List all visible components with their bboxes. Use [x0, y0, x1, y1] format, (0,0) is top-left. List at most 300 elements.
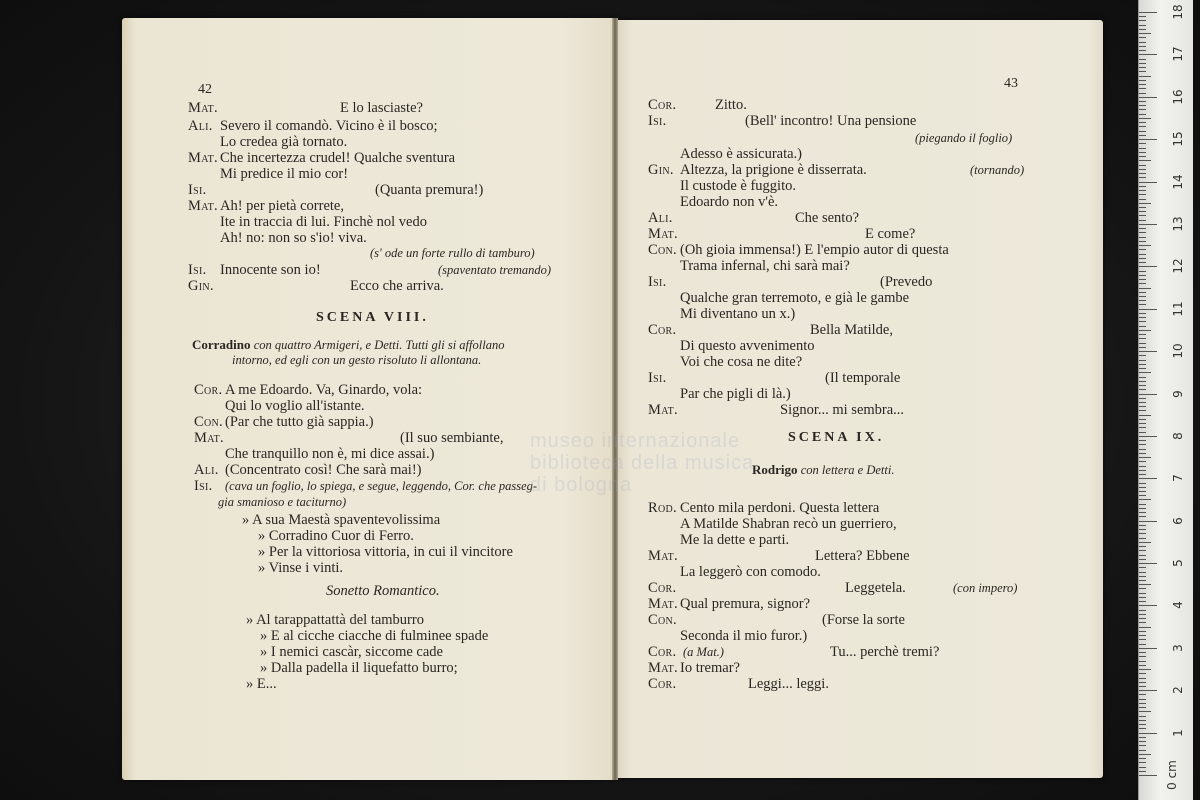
ruler-tick: [1139, 114, 1146, 115]
scene-title-ix: SCENA IX.: [788, 430, 885, 445]
speaker-label: Ali.: [648, 210, 673, 226]
ruler-tick: [1139, 228, 1146, 229]
ruler-tick: [1139, 84, 1146, 85]
ruler-number: 12: [1171, 258, 1185, 274]
ruler-tick: [1139, 546, 1146, 547]
ruler-tick: [1139, 483, 1146, 484]
ruler-number: 5: [1171, 559, 1185, 567]
speaker-label: Mat.: [188, 198, 218, 214]
ruler-tick: [1139, 42, 1146, 43]
ruler-tick: [1139, 296, 1146, 297]
ruler-tick: [1139, 415, 1151, 416]
ruler-tick: [1139, 745, 1146, 746]
dialogue-line: » Vinse i vinti.: [258, 560, 344, 576]
speaker-label: Mat.: [648, 402, 678, 418]
dialogue-line: E lo lasciaste?: [340, 100, 423, 116]
ruler-tick: [1139, 474, 1146, 475]
dialogue-line: Lo credea già tornato.: [220, 134, 348, 150]
scene-desc-line-2: intorno, ed egli con un gesto risoluto li allontana.: [232, 353, 482, 367]
ruler-tick: [1139, 521, 1157, 522]
watermark-line-3: di bologna: [530, 474, 633, 496]
ruler-tick: [1139, 186, 1146, 187]
ruler-tick: [1139, 635, 1146, 636]
speaker-label: Rod.: [648, 500, 677, 516]
ruler-tick: [1139, 360, 1146, 361]
ruler-tick: [1139, 572, 1146, 573]
dialogue-line: Severo il comandò. Vicino è il bosco;: [220, 118, 438, 134]
ruler-tick: [1139, 499, 1151, 500]
sonetto-title: Sonetto Romantico.: [326, 583, 440, 599]
ruler-tick: [1139, 97, 1157, 98]
ruler-tick: [1139, 661, 1146, 662]
ruler-tick: [1139, 711, 1151, 712]
ruler-tick: [1139, 601, 1146, 602]
ruler-tick: [1139, 254, 1146, 255]
ruler-tick: [1139, 220, 1146, 221]
ruler-tick: [1139, 678, 1146, 679]
ruler-tick: [1139, 495, 1146, 496]
stage-direction: (con impero): [953, 581, 1018, 595]
ruler-tick: [1139, 686, 1146, 687]
speaker-label: Isi.: [188, 182, 207, 198]
speaker-label: Mat.: [648, 548, 678, 564]
speaker-label: Mat.: [648, 226, 678, 242]
ruler-tick: [1139, 177, 1146, 178]
dialogue-line: » I nemici cascàr, siccome cade: [260, 644, 443, 660]
ruler-number: 16: [1171, 89, 1185, 105]
ruler-tick: [1139, 529, 1146, 530]
ruler-tick: [1139, 372, 1151, 373]
ruler-tick: [1139, 377, 1146, 378]
ruler-tick: [1139, 385, 1146, 386]
ruler-tick: [1139, 347, 1146, 348]
ruler-tick: [1139, 622, 1146, 623]
ruler-tick: [1139, 576, 1146, 577]
ruler-tick: [1139, 338, 1146, 339]
ruler-tick: [1139, 614, 1146, 615]
ruler-tick: [1139, 245, 1151, 246]
ruler-number: 10: [1171, 343, 1185, 359]
dialogue-line: (Il suo sembiante,: [400, 430, 504, 446]
ruler-tick: [1139, 101, 1146, 102]
ruler-tick: [1139, 588, 1146, 589]
speaker-label: Cor.: [648, 322, 677, 338]
scene-character: Rodrigo: [752, 462, 798, 477]
ruler-tick: [1139, 444, 1146, 445]
ruler-tick: [1139, 381, 1146, 382]
ruler-tick: [1139, 754, 1151, 755]
ruler-tick: [1139, 491, 1146, 492]
dialogue-line: Ecco che arriva.: [350, 278, 444, 294]
ruler-tick: [1139, 139, 1157, 140]
ruler-tick: [1139, 46, 1146, 47]
speaker-label: Isi.: [648, 274, 667, 290]
ruler-tick: [1139, 703, 1146, 704]
ruler-number: 15: [1171, 131, 1185, 147]
ruler-number: 4: [1171, 601, 1185, 610]
ruler-number: 13: [1171, 216, 1185, 232]
dialogue-line: Altezza, la prigione è disserrata.: [680, 162, 867, 178]
ruler-tick: [1139, 224, 1157, 225]
ruler-tick: [1139, 639, 1146, 640]
ruler-tick: [1139, 767, 1146, 768]
ruler-tick: [1139, 478, 1157, 479]
dialogue-line: Leggetela.: [845, 580, 906, 596]
ruler-tick: [1139, 720, 1146, 721]
ruler-number: 9: [1171, 389, 1185, 398]
ruler-tick: [1139, 605, 1157, 606]
speaker-label: Con.: [648, 242, 677, 258]
ruler-tick: [1139, 775, 1157, 776]
ruler-number: 7: [1171, 474, 1185, 483]
dialogue-line: Che sento?: [795, 210, 860, 226]
ruler-number: 8: [1171, 432, 1185, 440]
dialogue-line: Che tranquillo non è, mi dice assai.): [225, 446, 435, 462]
speaker-label: Cor.: [648, 97, 677, 113]
ruler-tick: [1139, 656, 1146, 657]
dialogue-line: Adesso è assicurata.): [680, 146, 802, 162]
ruler-tick: [1139, 457, 1151, 458]
dialogue-line: Qui lo voglio all'istante.: [225, 398, 365, 414]
ruler-tick: [1139, 694, 1146, 695]
speaker-label: Ali.: [188, 118, 213, 134]
ruler-tick: [1139, 487, 1146, 488]
ruler-tick: [1139, 580, 1146, 581]
ruler-tick: [1139, 271, 1146, 272]
dialogue-line: Lettera? Ebbene: [815, 548, 910, 564]
ruler-tick: [1139, 741, 1146, 742]
ruler-tick: [1139, 771, 1146, 772]
ruler-number: 3: [1171, 644, 1185, 652]
ruler-tick: [1139, 237, 1146, 238]
dialogue-line: » Corradino Cuor di Ferro.: [258, 528, 414, 544]
ruler-tick: [1139, 699, 1146, 700]
ruler-tick: [1139, 597, 1146, 598]
ruler-tick: [1139, 199, 1146, 200]
stage-direction: gia smanioso e taciturno): [218, 495, 347, 509]
ruler-tick: [1139, 88, 1146, 89]
ruler-tick: [1139, 466, 1146, 467]
ruler-tick: [1139, 266, 1157, 267]
ruler-tick: [1139, 63, 1146, 64]
dialogue-line: E come?: [865, 226, 916, 242]
speaker-label: Ali.: [194, 462, 219, 478]
ruler-tick: [1139, 194, 1146, 195]
stage-direction: (a Mat.): [683, 645, 724, 659]
ruler-tick: [1139, 182, 1157, 183]
ruler-tick: [1139, 76, 1151, 77]
ruler-unit: 0 cm: [1165, 760, 1179, 790]
ruler-tick: [1139, 758, 1146, 759]
ruler-tick: [1139, 93, 1146, 94]
speaker-label: Con.: [194, 414, 223, 430]
scene-description-ix: [752, 461, 894, 479]
ruler-tick: [1139, 343, 1146, 344]
ruler-tick: [1139, 567, 1146, 568]
ruler-number: 11: [1171, 301, 1185, 317]
dialogue-line: A Matilde Shabran recò un guerriero,: [680, 516, 897, 532]
speaker-label: Isi.: [194, 478, 213, 494]
ruler-tick: [1139, 207, 1146, 208]
ruler-number: 14: [1171, 173, 1185, 190]
dialogue-line: Signor... mi sembra...: [780, 402, 905, 418]
ruler-tick: [1139, 762, 1146, 763]
dialogue-line: Qualche gran terremoto, e già le gambe: [680, 290, 910, 306]
ruler-tick: [1139, 555, 1146, 556]
dialogue-line: Zitto.: [715, 97, 747, 113]
ruler-tick: [1139, 453, 1146, 454]
ruler-tick: [1139, 50, 1146, 51]
dialogue-line: » A sua Maestà spaventevolissima: [242, 512, 441, 528]
ruler-tick: [1139, 321, 1146, 322]
ruler-tick: [1139, 563, 1157, 564]
speaker-label: Gin.: [648, 162, 674, 178]
ruler-tick: [1139, 406, 1146, 407]
ruler-tick: [1139, 508, 1146, 509]
ruler-tick: [1139, 126, 1146, 127]
dialogue-line: » E al cicche ciacche di fulminee spade: [260, 628, 489, 644]
ruler-tick: [1139, 584, 1151, 585]
speaker-label: Mat.: [648, 596, 678, 612]
ruler-tick: [1139, 313, 1146, 314]
ruler-tick: [1139, 283, 1146, 284]
ruler-tick: [1139, 59, 1146, 60]
ruler-tick: [1139, 326, 1146, 327]
ruler-tick: [1139, 165, 1146, 166]
dialogue-line: A me Edoardo. Va, Ginardo, vola:: [225, 382, 423, 398]
ruler-tick: [1139, 54, 1157, 55]
stage-direction: (s' ode un forte rullo di tamburo): [370, 246, 535, 260]
dialogue-line: Mi predice il mio cor!: [220, 166, 349, 182]
ruler-tick: [1139, 716, 1146, 717]
ruler-tick: [1139, 232, 1146, 233]
ruler-tick: [1139, 449, 1146, 450]
ruler-tick: [1139, 516, 1146, 517]
ruler-tick: [1139, 258, 1146, 259]
dialogue-line: Innocente son io!: [220, 262, 321, 278]
ruler-tick: [1139, 398, 1146, 399]
dialogue-line: (Forse la sorte: [822, 612, 905, 628]
dialogue-line: Leggi... leggi.: [748, 676, 829, 692]
scene-title-viii: SCENA VIII.: [316, 310, 429, 325]
ruler-tick: [1139, 300, 1146, 301]
scene-desc-text: con lettera e Detti.: [800, 463, 895, 477]
ruler-tick: [1139, 389, 1146, 390]
speaker-label: Mat.: [188, 100, 218, 116]
ruler-tick: [1139, 80, 1146, 81]
ruler-tick: [1139, 148, 1146, 149]
dialogue-line: (Par che tutto già sappia.): [225, 414, 374, 430]
page-number-left: 42: [198, 82, 212, 97]
speaker-label: Mat.: [194, 430, 224, 446]
ruler-tick: [1139, 559, 1146, 560]
speaker-label: Gin.: [188, 278, 214, 294]
ruler-tick: [1139, 16, 1146, 17]
ruler-tick: [1139, 410, 1146, 411]
speaker-label: Isi.: [648, 113, 667, 129]
ruler-number: 1: [1171, 728, 1185, 737]
ruler-tick: [1139, 203, 1151, 204]
ruler-tick: [1139, 707, 1146, 708]
ruler-tick: [1139, 275, 1146, 276]
ruler-tick: [1139, 610, 1146, 611]
ruler-tick: [1139, 542, 1151, 543]
ruler-tick: [1139, 215, 1146, 216]
dialogue-line: Edoardo non v'è.: [680, 194, 779, 210]
stage-direction: (spaventato tremando): [438, 263, 552, 277]
dialogue-line: La leggerò con comodo.: [680, 564, 821, 580]
ruler-tick: [1139, 631, 1146, 632]
ruler-tick: [1139, 733, 1157, 734]
ruler-tick: [1139, 169, 1146, 170]
ruler-tick: [1139, 12, 1157, 13]
ruler-number: 6: [1171, 516, 1185, 525]
dialogue-line: (Bell' incontro! Una pensione: [745, 113, 917, 129]
speaker-label: Mat.: [188, 150, 218, 166]
ruler-tick: [1139, 461, 1146, 462]
ruler-tick: [1139, 71, 1146, 72]
ruler-tick: [1139, 143, 1146, 144]
ruler-tick: [1139, 436, 1157, 437]
dialogue-line: (Il temporale: [825, 370, 901, 386]
watermark-line-1: museo internazionale: [530, 430, 741, 452]
ruler-number: 2: [1171, 686, 1185, 695]
speaker-label: Cor.: [648, 644, 677, 660]
dialogue-line: (Oh gioia immensa!) E l'empio autor di questa: [680, 242, 949, 258]
ruler-tick: [1139, 156, 1146, 157]
page-number-right: 43: [1004, 76, 1018, 91]
speaker-label: Con.: [648, 612, 677, 628]
dialogue-line: Voi che cosa ne dite?: [680, 354, 803, 370]
dialogue-line: » Dalla padella il liquefatto burro;: [260, 660, 458, 676]
ruler-tick: [1139, 37, 1146, 38]
ruler-tick: [1139, 364, 1146, 365]
dialogue-line: Di questo avvenimento: [680, 338, 815, 354]
dialogue-line: » Al tarappattattà del tamburro: [246, 612, 424, 628]
ruler-tick: [1139, 593, 1146, 594]
ruler-tick: [1139, 665, 1146, 666]
ruler-tick: [1139, 673, 1146, 674]
dialogue-line: Io tremar?: [680, 660, 740, 676]
ruler-tick: [1139, 109, 1146, 110]
ruler-tick: [1139, 525, 1146, 526]
ruler-tick: [1139, 402, 1146, 403]
ruler-number: 17: [1171, 46, 1185, 63]
ruler-tick: [1139, 131, 1146, 132]
speaker-label: Mat.: [648, 660, 678, 676]
dialogue-line: Che incertezza crudel! Qualche sventura: [220, 150, 456, 166]
ruler-tick: [1139, 241, 1146, 242]
ruler-tick: [1139, 29, 1146, 30]
watermark-line-2: biblioteca della musica: [530, 452, 755, 474]
speaker-label: Isi.: [648, 370, 667, 386]
speaker-label: Cor.: [648, 580, 677, 596]
ruler-tick: [1139, 419, 1146, 420]
ruler-tick: [1139, 533, 1146, 534]
ruler-tick: [1139, 423, 1146, 424]
ruler-tick: [1139, 304, 1146, 305]
ruler-tick: [1139, 25, 1146, 26]
ruler-tick: [1139, 728, 1146, 729]
dialogue-line: (Quanta premura!): [375, 182, 484, 198]
ruler-tick: [1139, 330, 1151, 331]
dialogue-line: Bella Matilde,: [810, 322, 893, 338]
dialogue-line: Par che pigli di là.): [680, 386, 791, 402]
book-gutter: [612, 18, 618, 780]
scene-desc-line-1: con quattro Armigeri, e Detti. Tutti gli si affollano: [253, 338, 505, 352]
ruler-tick: [1139, 292, 1146, 293]
ruler-tick: [1139, 368, 1146, 369]
stage-direction: (piegando il foglio): [915, 131, 1013, 145]
ruler-tick: [1139, 504, 1146, 505]
ruler-tick: [1139, 644, 1146, 645]
ruler-tick: [1139, 669, 1151, 670]
measurement-ruler: [1138, 0, 1193, 800]
ruler-tick: [1139, 249, 1146, 250]
ruler-tick: [1139, 351, 1157, 352]
ruler-tick: [1139, 190, 1146, 191]
ruler-tick: [1139, 122, 1146, 123]
ruler-tick: [1139, 394, 1157, 395]
ruler-tick: [1139, 440, 1146, 441]
ruler-tick: [1139, 618, 1146, 619]
ruler-tick: [1139, 750, 1146, 751]
ruler-tick: [1139, 355, 1146, 356]
ruler-tick: [1139, 135, 1146, 136]
speaker-label: Cor.: [648, 676, 677, 692]
ruler-tick: [1139, 550, 1146, 551]
dialogue-line: » Per la vittoriosa vittoria, in cui il vincitore: [258, 544, 513, 560]
ruler-tick: [1139, 334, 1146, 335]
stage-direction: (cava un foglio, lo spiega, e segue, leggendo, Cor. che passeg-: [225, 479, 538, 493]
ruler-tick: [1139, 724, 1146, 725]
ruler-tick: [1139, 288, 1151, 289]
ruler-tick: [1139, 279, 1146, 280]
ruler-tick: [1139, 152, 1146, 153]
ruler-tick: [1139, 67, 1146, 68]
ruler-tick: [1139, 648, 1157, 649]
dialogue-line: (Concentrato così! Che sarà mai!): [225, 462, 422, 478]
dialogue-line: Tu... perchè tremi?: [830, 644, 940, 660]
ruler-tick: [1139, 118, 1151, 119]
dialogue-line: Il custode è fuggito.: [680, 178, 796, 194]
ruler-tick: [1139, 737, 1146, 738]
ruler-tick: [1139, 317, 1146, 318]
ruler-tick: [1139, 173, 1146, 174]
ruler-tick: [1139, 105, 1146, 106]
dialogue-line: Trama infernal, chi sarà mai?: [680, 258, 850, 274]
ruler-tick: [1139, 470, 1146, 471]
ruler-tick: [1139, 627, 1151, 628]
dialogue-line: (Prevedo: [880, 274, 933, 290]
speaker-label: Cor.: [194, 382, 223, 398]
ruler-tick: [1139, 512, 1146, 513]
dialogue-line: Ite in traccia di lui. Finchè nol vedo: [220, 214, 427, 230]
ruler-tick: [1139, 33, 1151, 34]
dialogue-line: Ah! per pietà correte,: [220, 198, 344, 214]
ruler-number: 18: [1171, 4, 1185, 20]
dialogue-line: Me la dette e parti.: [680, 532, 790, 548]
ruler-tick: [1139, 682, 1146, 683]
dialogue-line: Seconda il mio furor.): [680, 628, 808, 644]
dialogue-line: » E...: [246, 676, 277, 692]
ruler-tick: [1139, 690, 1157, 691]
dialogue-line: Cento mila perdoni. Questa lettera: [680, 500, 880, 516]
ruler-tick: [1139, 427, 1146, 428]
dialogue-line: Qual premura, signor?: [680, 596, 811, 612]
dialogue-line: Mi diventano un x.): [680, 306, 796, 322]
ruler-tick: [1139, 432, 1146, 433]
